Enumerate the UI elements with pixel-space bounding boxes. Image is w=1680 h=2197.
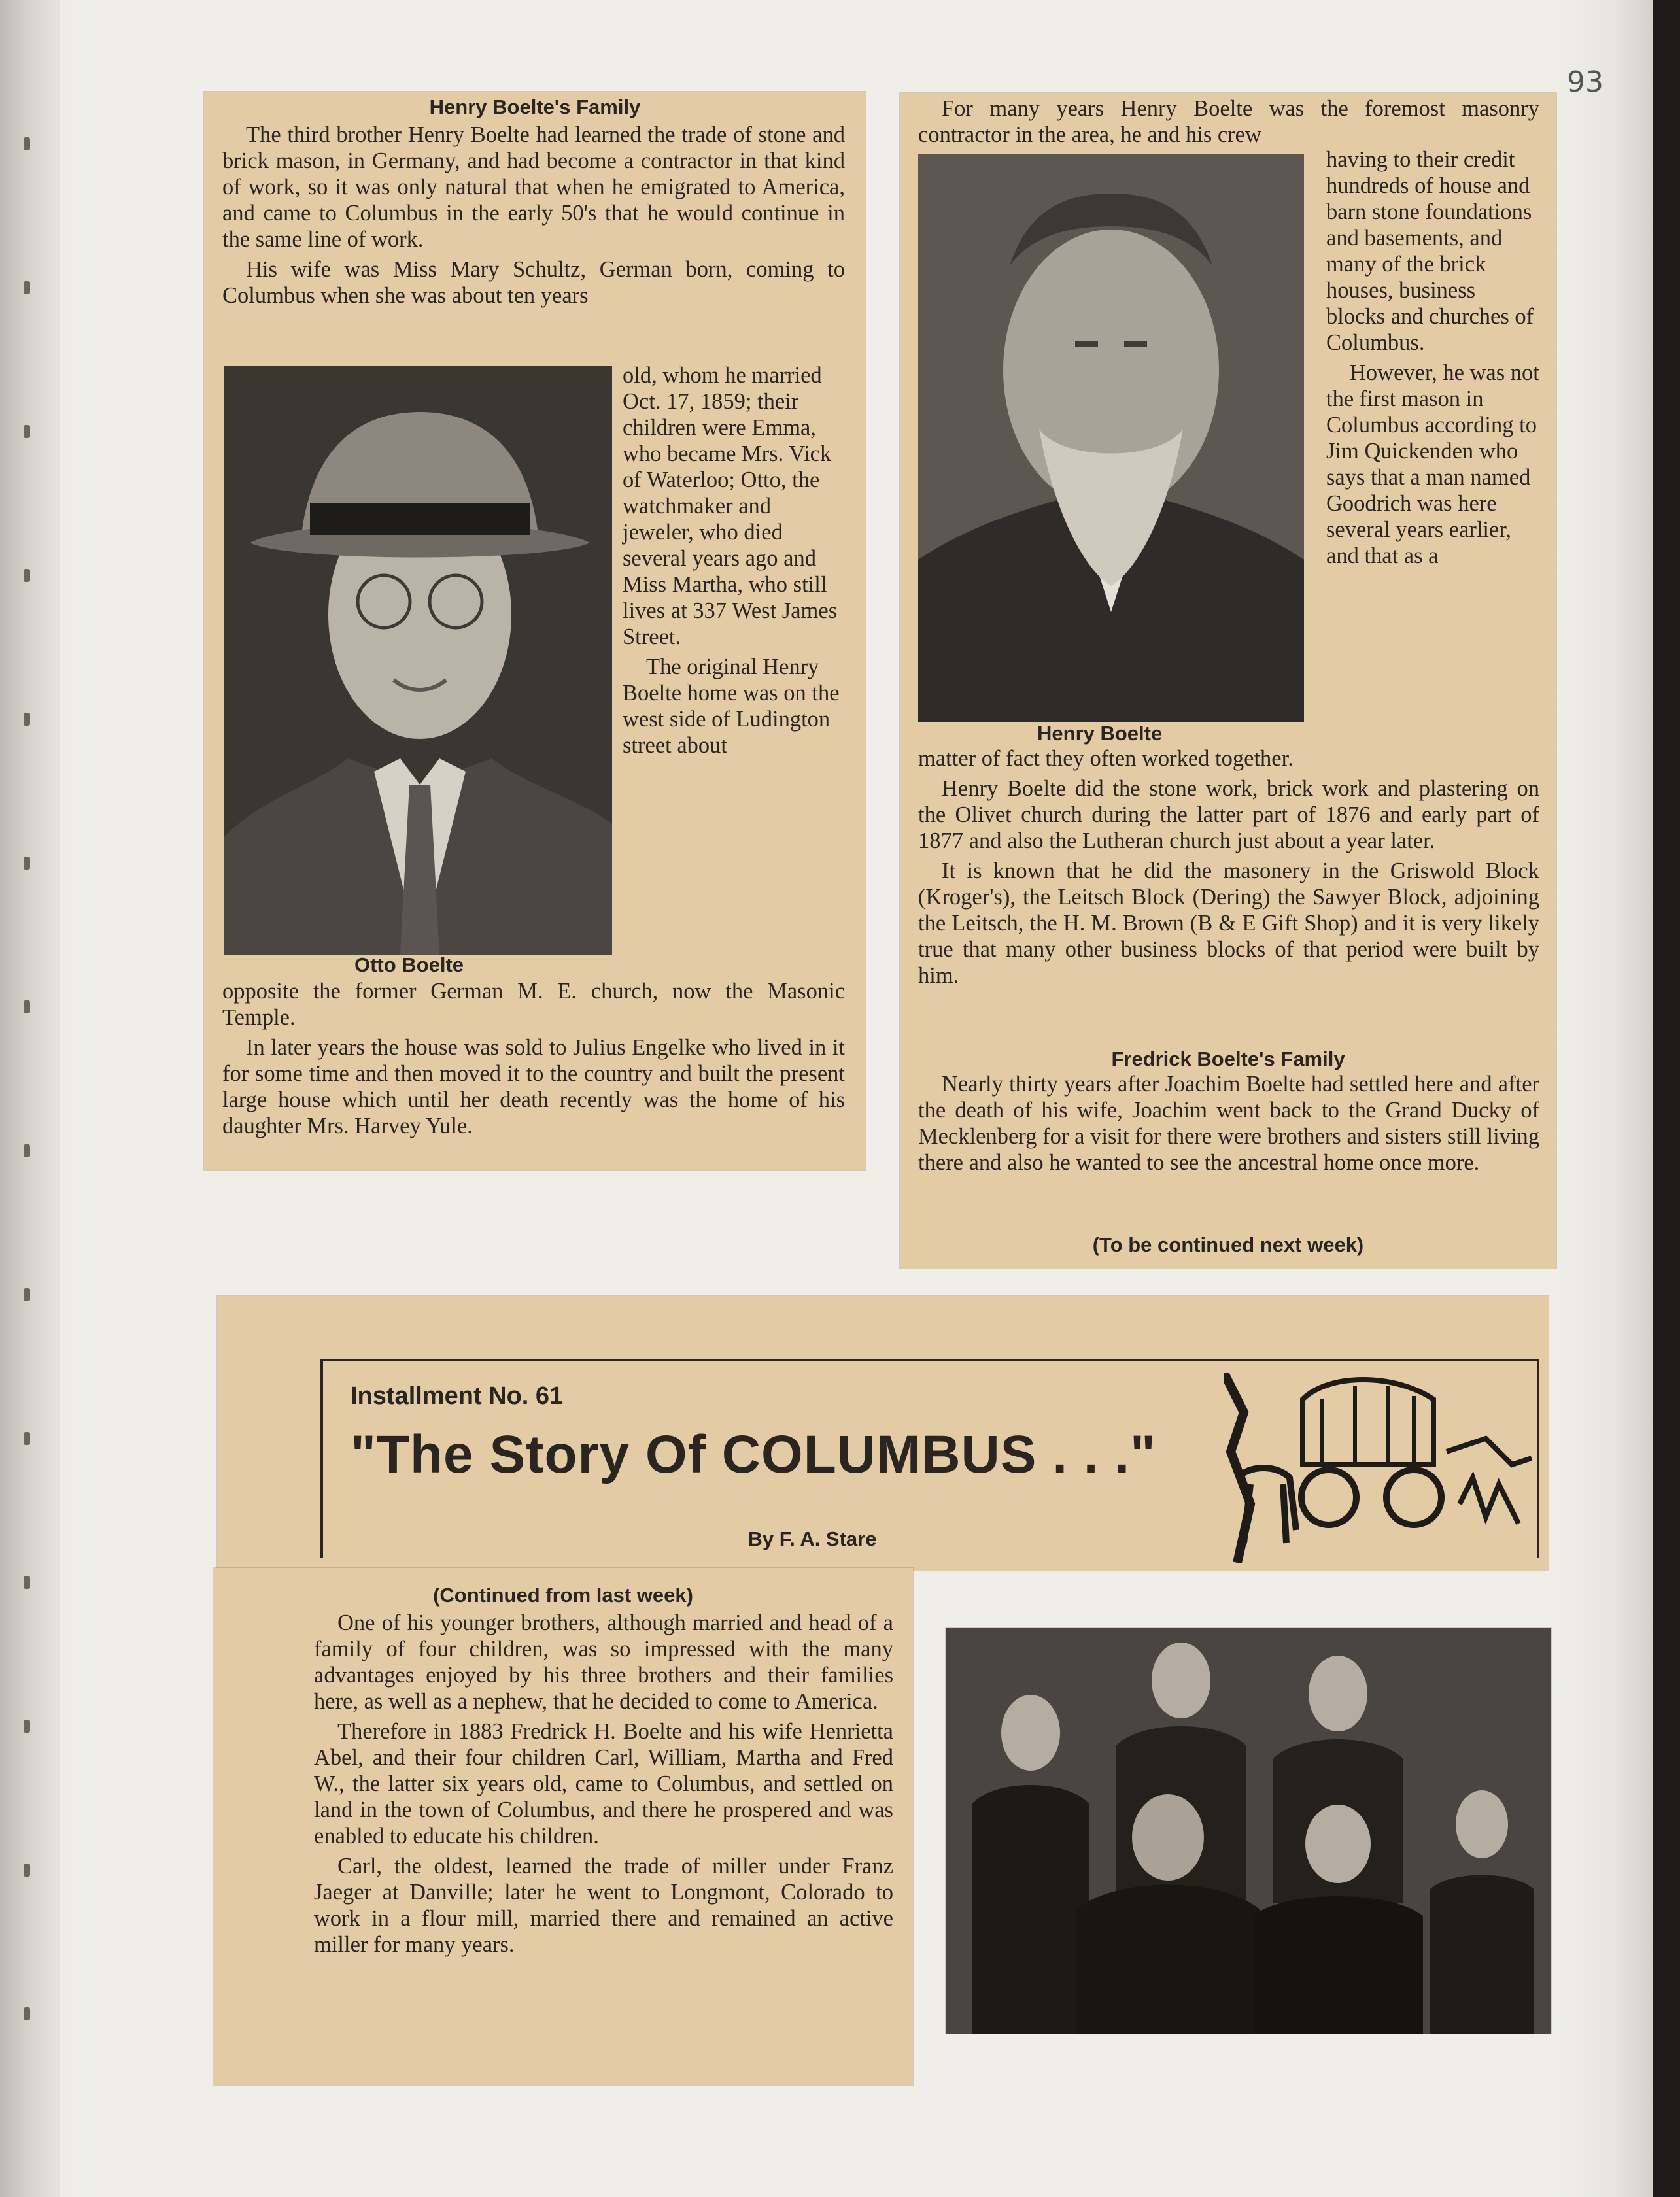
binding-hole — [24, 425, 30, 438]
wagon-illustration — [1224, 1373, 1532, 1563]
article-paragraph — [918, 95, 1539, 152]
article-paragraph — [1326, 146, 1539, 573]
binding-hole — [24, 137, 30, 150]
series-title: "The Story Of COLUMBUS . . ." — [351, 1425, 1157, 1484]
paragraph-text: having to their credit hundreds of house and barn stone foundations and basements, and many of the brick houses, business blocks and churches of Columbus. — [1326, 147, 1534, 355]
clipping-story-of-columbus — [213, 1568, 913, 2086]
binding-hole — [24, 2007, 30, 2020]
paragraph-text: matter of fact they often worked together. — [918, 746, 1294, 771]
binding-hole — [24, 1000, 30, 1013]
paragraph-text: In later years the house was sold to Julius Engelke who lived in it for some time and then moved it to the country and built the present large house which until her death recently was the home of his daughter Mrs. Harvey Yule. — [222, 1035, 845, 1138]
portrait-image — [224, 366, 612, 955]
article-paragraph — [918, 1071, 1539, 1180]
binding-hole — [24, 569, 30, 582]
paragraph-text: Nearly thirty years after Joachim Boelte had settled here and after the death of his wife, Joachim went back to the Grand Ducky of Mecklenberg for a visit for there were brothers and sisters still living there and also he wanted to see the ancestral home once more. — [918, 1072, 1539, 1175]
paragraph-text: The original Henry Boelte home was on the west side of Ludington street about — [623, 655, 840, 758]
installment-label: Installment No. 61 — [351, 1382, 564, 1410]
page-number: 93 — [1567, 65, 1603, 99]
photo-caption: Henry Boelte — [1037, 722, 1163, 745]
paragraph-text: It is known that he did the masonery in the Griswold Block (Kroger's), the Leitsch Block (Dering) the Sawyer Block, adjoining the Leitsch, the H. M. Brown (B & E Gift Shop) and it is very likely true that many other business blocks of that period were built by him. — [918, 859, 1539, 988]
binding-hole — [24, 1864, 30, 1877]
clipping-henry-boelte-masonry — [900, 93, 1556, 1269]
paragraph-text: The third brother Henry Boelte had learned the trade of stone and brick mason, in Germany, and had become a contractor in that kind of work, so it was only natural that when he emigrated to America, and came to Columbus in the early 50's that he would continue in the same line of work. — [222, 122, 845, 252]
section-subheading: Fredrick Boelte's Family — [1111, 1047, 1345, 1070]
paragraph-text: For many years Henry Boelte was the foremost masonry contractor in the area, he and his crew — [918, 96, 1539, 147]
covered-wagon-icon — [1224, 1373, 1532, 1563]
paragraph-text: Henry Boelte did the stone work, brick work and plastering on the Olivet church during the latter part of 1876 and early part of 1877 and also the Lutheran church just about a year later. — [918, 776, 1539, 853]
paragraph-text: His wife was Miss Mary Schultz, German born, coming to Columbus when she was about ten years — [222, 257, 845, 308]
article-paragraph — [918, 745, 1539, 993]
paragraph-text: However, he was not the first mason in Columbus according to Jim Quickenden who says that a man named Goodrich was here several years earlier, and that as a — [1326, 360, 1539, 568]
article-paragraph — [623, 362, 845, 762]
binding-hole — [24, 1432, 30, 1445]
binding-hole — [24, 1576, 30, 1589]
paragraph-text: Carl, the oldest, learned the trade of miller under Franz Jaeger at Danville; later he went to Longmont, Colorado to work in a flour mill, married there and remained an active miller for many years. — [314, 1854, 893, 1957]
paragraph-text: old, whom he married Oct. 17, 1859; their children were Emma, who became Mrs. Vick of Waterloo; Otto, the watchmaker and jeweler, who died several years ago and Miss Martha, who still lives at 337 West James Street. — [623, 363, 838, 649]
continued-notice: (To be continued next week) — [1092, 1233, 1364, 1256]
article-paragraph — [314, 1610, 893, 1962]
continued-from-notice: (Continued from last week) — [433, 1584, 693, 1607]
photo-caption: Otto Boelte — [354, 953, 464, 976]
article-paragraph — [222, 978, 845, 1143]
binding-hole — [24, 1720, 30, 1733]
henry-boelte-photo — [918, 154, 1304, 722]
otto-boelte-photo — [224, 366, 612, 955]
family-group-image — [946, 1628, 1551, 2034]
binding-hole — [24, 281, 30, 294]
portrait-image — [918, 154, 1304, 722]
boelte-family-photo — [946, 1628, 1551, 2034]
paragraph-text: One of his younger brothers, although married and head of a family of four children, was so impressed with the many advantages enjoyed by his three brothers and their families here, as well as a nephew, that he decided to come to America. — [314, 1610, 893, 1714]
clipping-henry-boelte-family — [204, 92, 866, 1170]
clipping-installment-banner — [217, 1296, 1549, 1571]
article-paragraph — [222, 122, 845, 313]
paragraph-text: opposite the former German M. E. church, now the Masonic Temple. — [222, 979, 845, 1030]
binding-hole — [24, 1288, 30, 1301]
byline: By F. A. Stare — [747, 1527, 877, 1550]
clipping-heading: Henry Boelte's Family — [429, 95, 641, 118]
page-binding — [0, 0, 60, 2197]
binding-hole — [24, 713, 30, 726]
paragraph-text: Therefore in 1883 Fredrick H. Boelte and his wife Henrietta Abel, and their four children Carl, William, Martha and Fred W., the latter six years old, came to Columbus, and settled on land in the town of Columbus, and there he prospered and was enabled to educate his children. — [314, 1719, 893, 1848]
binding-hole — [24, 1144, 30, 1157]
binding-hole — [24, 857, 30, 870]
